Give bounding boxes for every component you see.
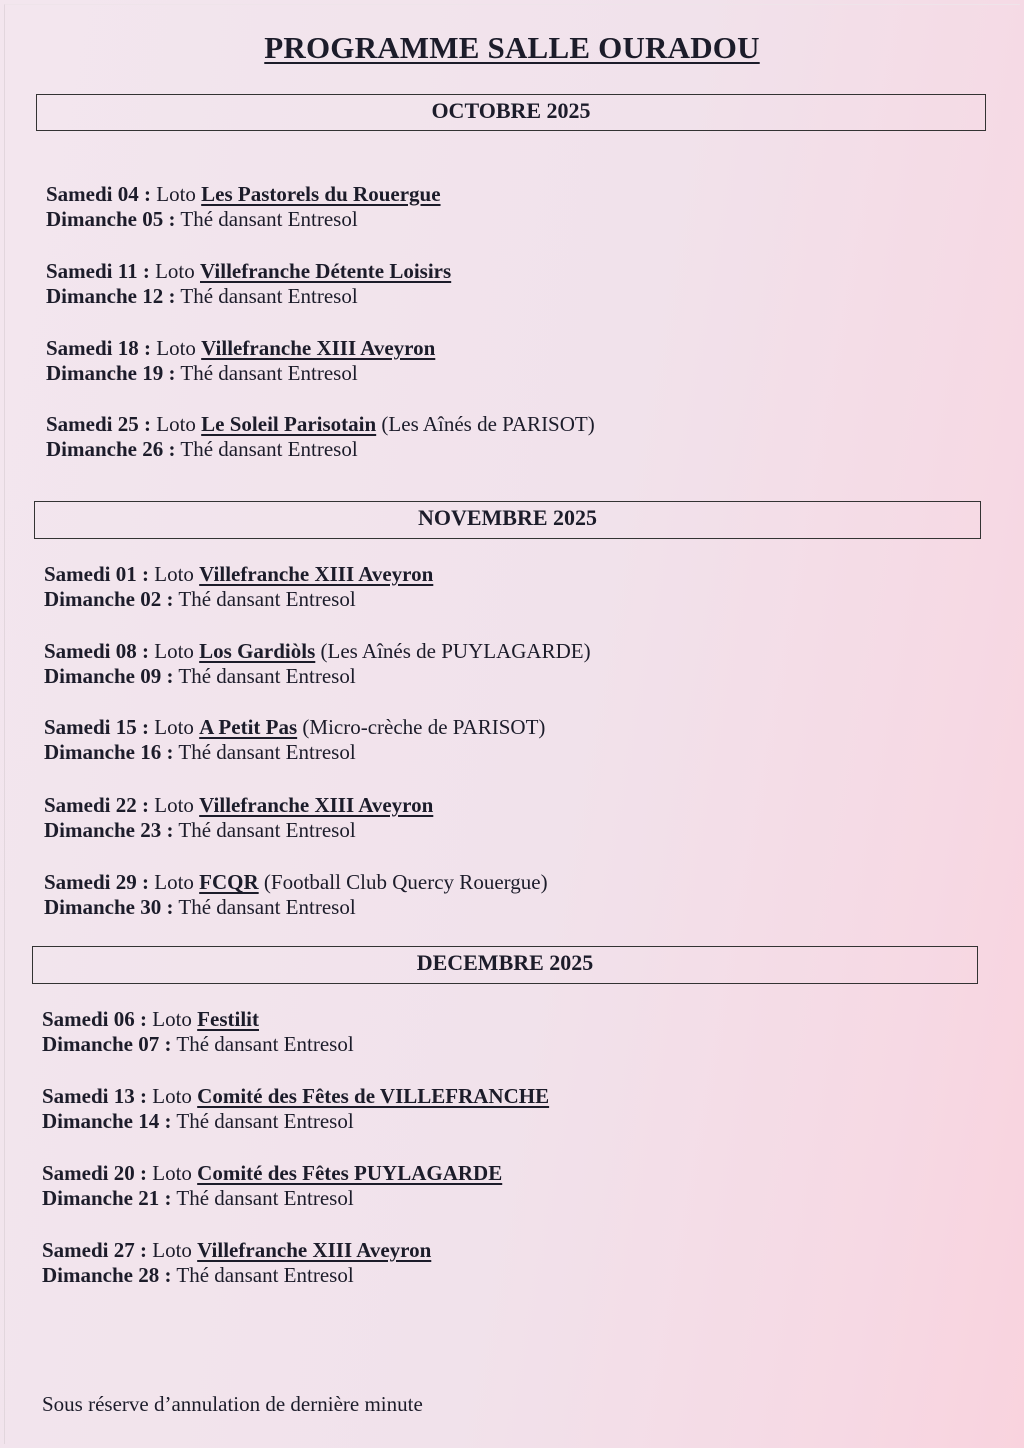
organizer-name: FCQR: [199, 870, 259, 894]
organizer-name: Villefranche XIII Aveyron: [197, 1238, 432, 1262]
sunday-entry: Dimanche 02 : Thé dansant Entresol: [44, 587, 356, 611]
saturday-entry: Samedi 13 : Loto Comité des Fêtes de VILLEFRANCHE: [42, 1084, 550, 1108]
saturday-entry: Samedi 11 : Loto Villefranche Détente Loisirs: [46, 259, 452, 283]
sunday-entry: Dimanche 26 : Thé dansant Entresol: [46, 437, 358, 461]
saturday-entry: Samedi 22 : Loto Villefranche XIII Aveyron: [44, 793, 434, 817]
saturday-entry: Samedi 20 : Loto Comité des Fêtes PUYLAGARDE: [42, 1161, 503, 1185]
sunday-entry: Dimanche 23 : Thé dansant Entresol: [44, 818, 356, 842]
organizer-name: Festilit: [197, 1007, 259, 1031]
sunday-entry: Dimanche 28 : Thé dansant Entresol: [42, 1263, 354, 1287]
saturday-entry: Samedi 18 : Loto Villefranche XIII Aveyron: [46, 336, 436, 360]
saturday-entry: Samedi 25 : Loto Le Soleil Parisotain (Les Aînés de PARISOT): [46, 412, 595, 436]
organizer-name: A Petit Pas: [199, 715, 298, 739]
sunday-entry: Dimanche 21 : Thé dansant Entresol: [42, 1186, 354, 1210]
saturday-entry: Samedi 04 : Loto Les Pastorels du Rouergue: [46, 182, 441, 206]
page-title: PROGRAMME SALLE OURADOU: [264, 30, 760, 65]
organizer-name: Comité des Fêtes de VILLEFRANCHE: [197, 1084, 550, 1108]
organizer-name: Villefranche XIII Aveyron: [201, 336, 436, 360]
organizer-name: Villefranche Détente Loisirs: [200, 259, 452, 283]
saturday-entry: Samedi 06 : Loto Festilit: [42, 1007, 259, 1031]
organizer-name: Los Gardiòls: [199, 639, 316, 663]
month-header-octobre: OCTOBRE 2025: [36, 94, 986, 131]
sunday-entry: Dimanche 19 : Thé dansant Entresol: [46, 361, 358, 385]
organizer-name: Villefranche XIII Aveyron: [199, 793, 434, 817]
saturday-entry: Samedi 01 : Loto Villefranche XIII Aveyron: [44, 562, 434, 586]
sunday-entry: Dimanche 16 : Thé dansant Entresol: [44, 740, 356, 764]
month-header-decembre: DECEMBRE 2025: [32, 946, 978, 984]
saturday-entry: Samedi 15 : Loto A Petit Pas (Micro-crèche de PARISOT): [44, 715, 546, 739]
organizer-name: Le Soleil Parisotain: [201, 412, 377, 436]
saturday-entry: Samedi 27 : Loto Villefranche XIII Aveyron: [42, 1238, 432, 1262]
sunday-entry: Dimanche 30 : Thé dansant Entresol: [44, 895, 356, 919]
sunday-entry: Dimanche 09 : Thé dansant Entresol: [44, 664, 356, 688]
sunday-entry: Dimanche 14 : Thé dansant Entresol: [42, 1109, 354, 1133]
organizer-name: Villefranche XIII Aveyron: [199, 562, 434, 586]
sunday-entry: Dimanche 05 : Thé dansant Entresol: [46, 207, 358, 231]
saturday-entry: Samedi 08 : Loto Los Gardiòls (Les Aînés de PUYLAGARDE): [44, 639, 591, 663]
sunday-entry: Dimanche 07 : Thé dansant Entresol: [42, 1032, 354, 1056]
organizer-name: Comité des Fêtes PUYLAGARDE: [197, 1161, 503, 1185]
sunday-entry: Dimanche 12 : Thé dansant Entresol: [46, 284, 358, 308]
footer-note: Sous réserve d’annulation de dernière minute: [42, 1392, 423, 1416]
organizer-name: Les Pastorels du Rouergue: [201, 182, 441, 206]
saturday-entry: Samedi 29 : Loto FCQR (Football Club Quercy Rouergue): [44, 870, 548, 894]
month-header-novembre: NOVEMBRE 2025: [34, 501, 981, 539]
